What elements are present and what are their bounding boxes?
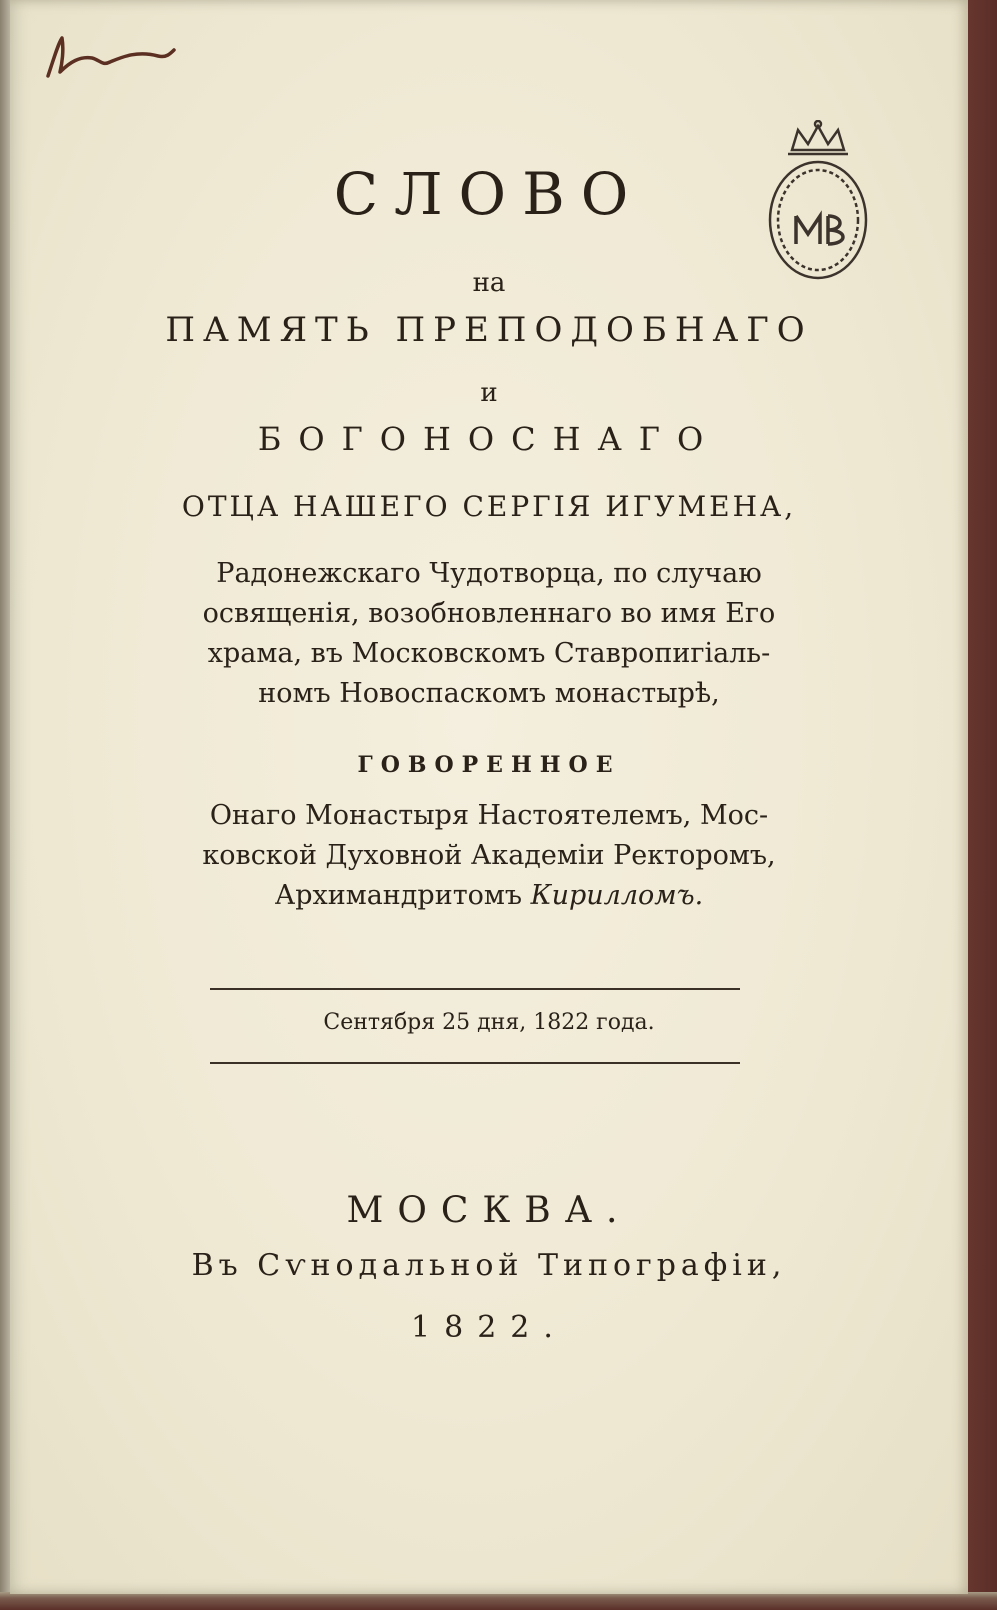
title-page bbox=[10, 0, 968, 1594]
author-name: Кирилломъ. bbox=[530, 880, 704, 911]
title-slovo: СЛОВО bbox=[333, 160, 645, 228]
press-line: Въ Сѵнодальной Типографіи, bbox=[191, 1248, 787, 1283]
subtitle-line: номъ Новоспаскомъ монастырѣ, bbox=[258, 678, 720, 709]
line-bogonosnago: БОГОНОСНАГО bbox=[257, 420, 721, 458]
handwritten-signature bbox=[40, 28, 180, 88]
line-pamyat: ПАМЯТЬ ПРЕПОДОБНАГО bbox=[165, 310, 813, 350]
line-i: и bbox=[480, 378, 498, 408]
line-ottsa: ОТЦА НАШЕГО СЕРГІЯ ИГУМЕНА, bbox=[181, 490, 797, 523]
subtitle-line: храма, въ Московскомъ Ставропигіаль- bbox=[207, 638, 771, 669]
subtitle-line: освященія, возобновленнаго во имя Его bbox=[202, 598, 776, 629]
line-na: на bbox=[472, 268, 506, 298]
govorennoe-label: ГОВОРЕННОЕ bbox=[357, 752, 621, 778]
city: МОСКВА. bbox=[346, 1190, 632, 1231]
top-rule bbox=[210, 988, 740, 990]
author-line: Онаго Монастыря Настоятелемъ, Мос- bbox=[209, 800, 769, 831]
author-title: Архимандритомъ bbox=[274, 880, 523, 911]
year: 1822. bbox=[411, 1310, 567, 1345]
bottom-rule bbox=[210, 1062, 740, 1064]
book-bottom-edge bbox=[0, 1592, 997, 1610]
subtitle-line: Радонежскаго Чудотворца, по случаю bbox=[216, 558, 762, 589]
date-line: Сентября 25 дня, 1822 года. bbox=[323, 1010, 655, 1035]
author-line-last bbox=[10, 880, 968, 911]
author-line: ковской Духовной Академіи Ректоромъ, bbox=[202, 840, 776, 871]
